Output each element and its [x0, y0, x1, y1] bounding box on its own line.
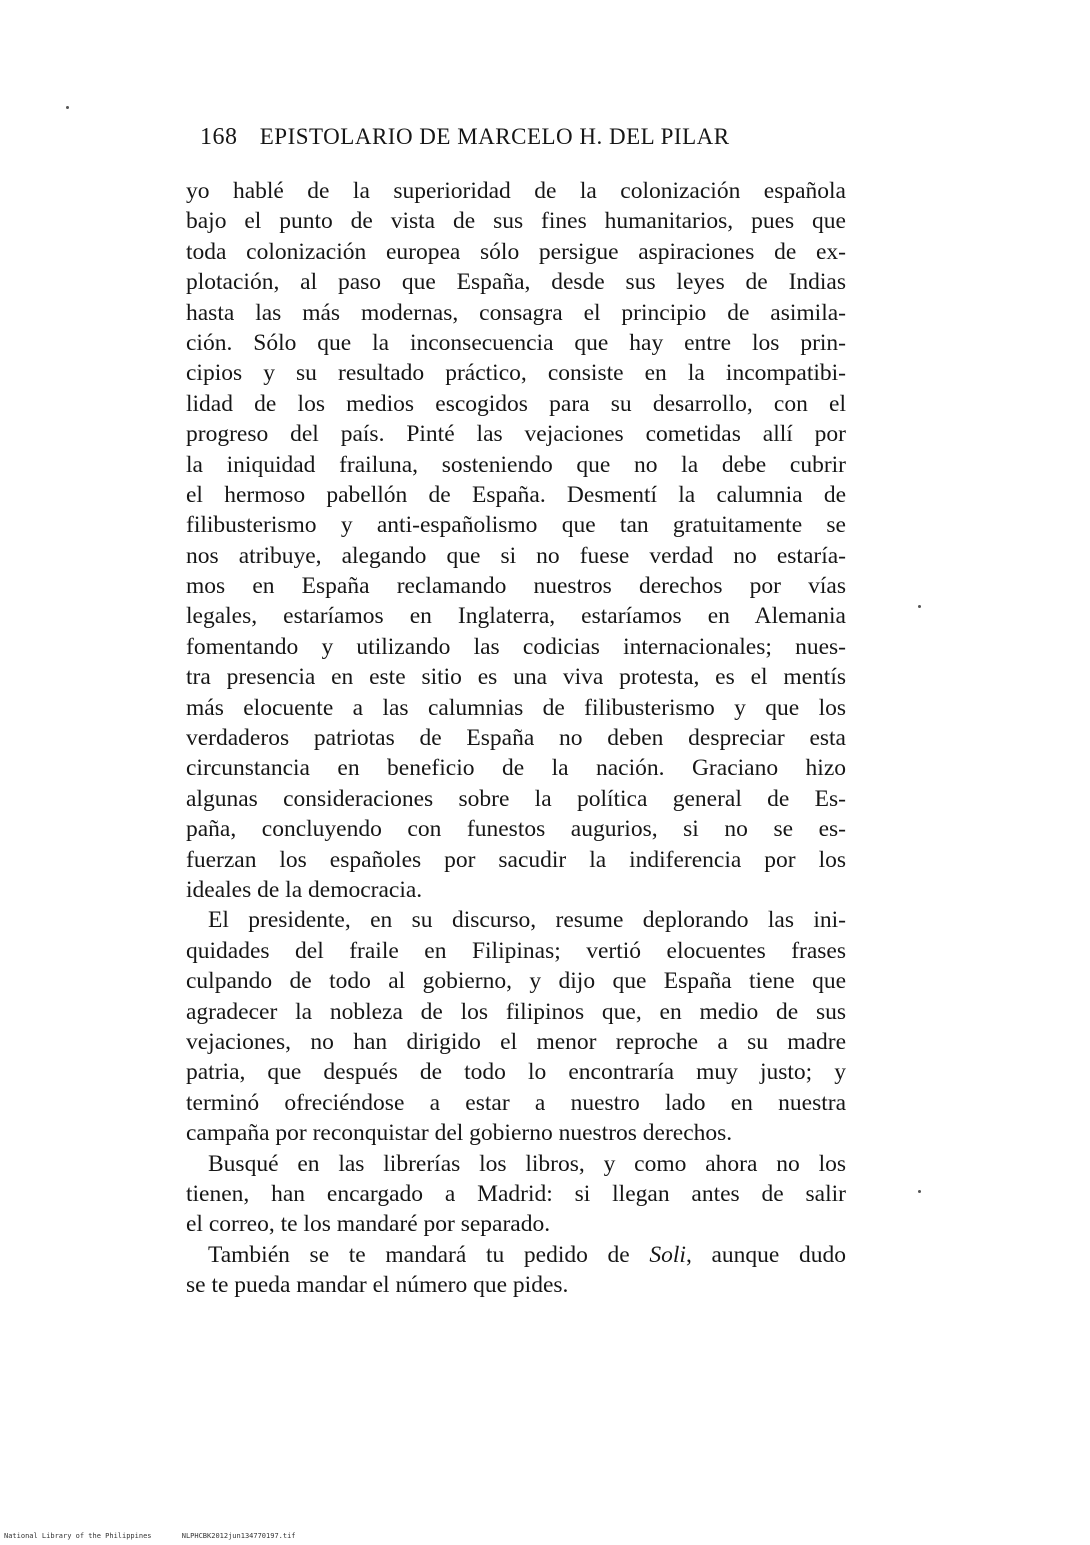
page-header [200, 124, 800, 151]
text-line: También se te mandará tu pedido de Soli, aunque dudo [208, 1241, 846, 1268]
library-credit: National Library of the Philippines [4, 1532, 152, 1540]
text-line: Busqué en las librerías los libros, y como ahora no los [208, 1150, 846, 1177]
text-line: fomentando y utilizando las codicias internacionales; nues- [186, 633, 846, 660]
page-number: 168 [200, 124, 238, 150]
paragraph [186, 1149, 846, 1240]
text-line: progreso del país. Pinté las vejaciones cometidas allí por [186, 421, 846, 448]
text-line: cipios y su resultado práctico, consiste en la incompatibi- [186, 360, 846, 387]
text-line: fuerzan los españoles por sacudir la indiferencia por los [186, 846, 846, 873]
text-line: la iniquidad frailuna, sosteniendo que no la debe cubrir [186, 451, 846, 478]
text-line: nos atribuye, alegando que si no fuese verdad no estaría- [186, 542, 846, 569]
text-line: vejaciones, no han dirigido el menor reproche a su madre [186, 1028, 846, 1055]
text-line: mos en España reclamando nuestros derechos por vías [186, 573, 846, 600]
text-line: tra presencia en este sitio es una viva protesta, es el mentís [186, 664, 846, 691]
text-line: El presidente, en su discurso, resume deplorando las ini- [208, 907, 846, 934]
scan-speck [918, 605, 921, 608]
running-title: EPISTOLARIO DE MARCELO H. DEL PILAR [259, 124, 730, 149]
text-line: verdaderos patriotas de España no deben despreciar esta [186, 725, 846, 752]
text-line: culpando de todo al gobierno, y dijo que España tiene que [186, 968, 846, 995]
paragraph [186, 176, 846, 905]
text-line: yo hablé de la superioridad de la colonización española [186, 178, 846, 204]
text-line: el hermoso pabellón de España. Desmentí la calumnia de [186, 481, 846, 508]
text-line: más elocuente a las calumnias de filibusterismo y que los [186, 694, 846, 721]
paragraph [186, 1240, 846, 1301]
text-line: ción. Sólo que la inconsecuencia que hay entre los prin- [186, 329, 846, 356]
text-line: bajo el punto de vista de sus fines humanitarios, pues que [186, 208, 846, 235]
text-line: campaña por reconquistar del gobierno nuestros derechos. [186, 1120, 733, 1147]
text-line: hasta las más modernas, consagra el principio de asimila- [186, 299, 846, 326]
text-line: paña, concluyendo con funestos augurios, si no se es- [186, 816, 846, 843]
text-line: terminó ofreciéndose a estar a nuestro lado en nuestra [186, 1089, 846, 1116]
text-line: algunas consideraciones sobre la política general de Es- [186, 785, 846, 812]
text-line: circunstancia en beneficio de la nación. Graciano hizo [186, 755, 846, 782]
paragraph [186, 905, 846, 1148]
body-text [186, 176, 846, 1300]
text-line: ideales de la democracia. [186, 876, 423, 903]
text-line: filibusterismo y anti-españolismo que tan gratuitamente se [186, 512, 846, 539]
italic-title: Soli [649, 1241, 686, 1268]
text-line: se te pueda mandar el número que pides. [186, 1272, 569, 1299]
text-line: toda colonización europea sólo persigue aspiraciones de ex- [186, 238, 846, 265]
scan-file-id: NLPHCBK2012jun134770197.tif [181, 1532, 296, 1540]
text-line: tienen, han encargado a Madrid: si llegan antes de salir [186, 1180, 846, 1207]
scan-speck [918, 1190, 921, 1193]
text-line: lidad de los medios escogidos para su desarrollo, con el [186, 390, 846, 417]
scan-footer [4, 1532, 322, 1540]
text-line: el correo, te los mandaré por separado. [186, 1211, 551, 1238]
text-line: legales, estaríamos en Inglaterra, estaríamos en Alemania [186, 603, 846, 630]
text-line: agradecer la nobleza de los filipinos que, en medio de sus [186, 998, 846, 1025]
scan-speck [66, 106, 69, 109]
text-line: plotación, al paso que España, desde sus leyes de Indias [186, 269, 846, 296]
text-line: quidades del fraile en Filipinas; vertió elocuentes frases [186, 937, 846, 964]
text-line: patria, que después de todo lo encontraría muy justo; y [186, 1059, 846, 1086]
